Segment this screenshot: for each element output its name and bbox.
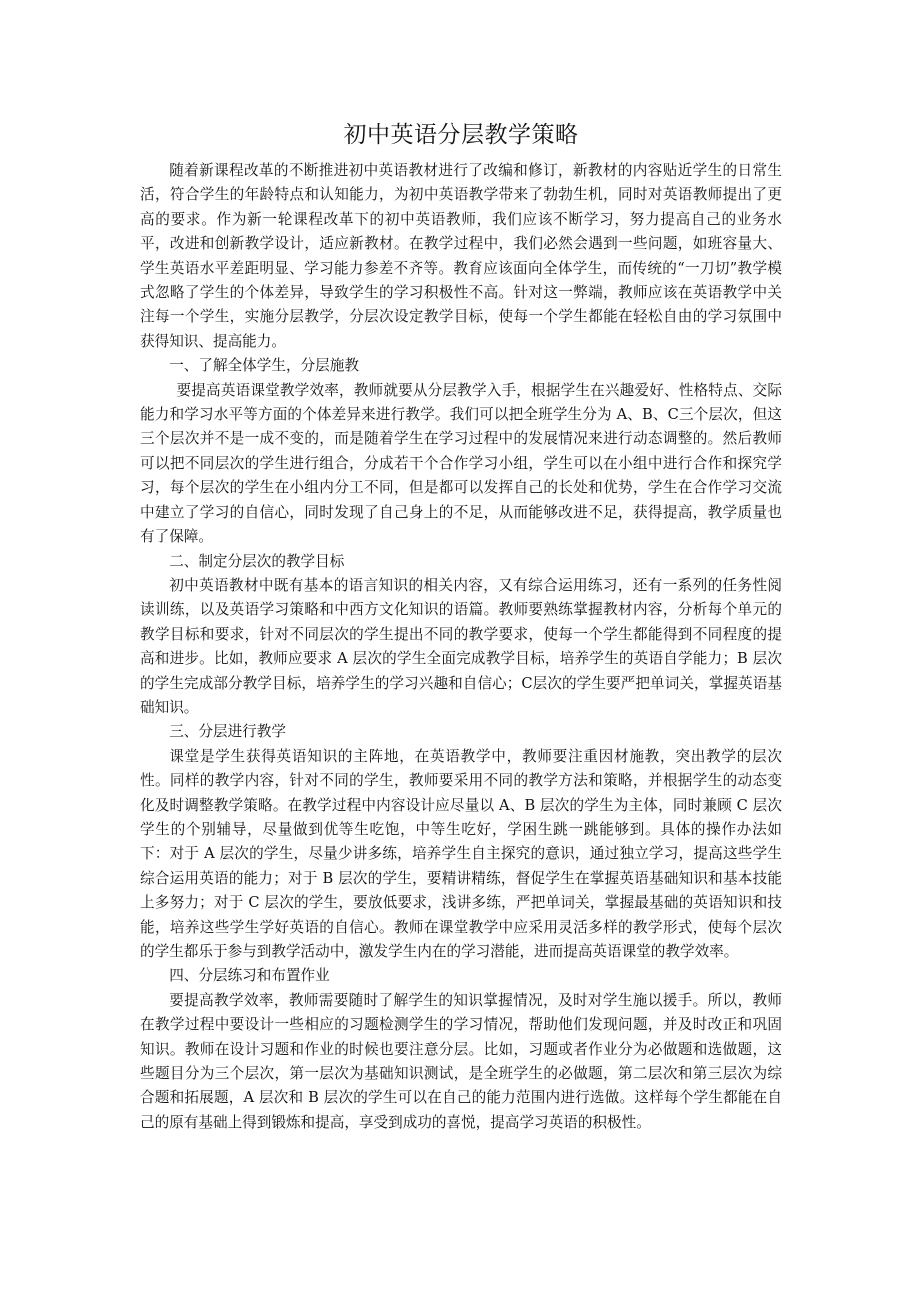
section-body-1: 要提高英语课堂教学效率，教师就要从分层教学入手，根据学生在兴趣爱好、性格特点、交际能力和学习水平等方面的个体差异来进行教学。我们可以把全班学生分为 A、B、C三个层次，但这三个层次并不是一成不变的，而是随着学生在学习过程中的发展情况来进行动态调整的。然后教师可以把不同层次的学生进行组合，分成若干个合作学习小组，学生可以在小组中进行合作和探究学习，每个层次的学生在小组内分工不同，但是都可以发挥自己的长处和优势，学生在合作学习交流中建立了学习的自信心，同时发现了自己身上的不足，从而能够改进不足，获得提高，教学质量也有了保障。 (140, 381, 782, 546)
section-heading-2: 二、制定分层次的教学目标 (169, 552, 345, 570)
section-body-2: 初中英语教材中既有基本的语言知识的相关内容，又有综合运用练习，还有一系列的任务性阅读训练，以及英语学习策略和中西方文化知识的语篇。教师要熟练掌握教材内容，分析每个单元的教学目标和要求，针对不同层次的学生提出不同的教学要求，使每一个学生都能得到不同程度的提高和进步。比如，教师应要求 A 层次的学生全面完成教学目标，培养学生的英语自学能力；B 层次的学生完成部分教学目标，培养学生的学习兴趣和自信心；C层次的学生要严把单词关，掌握英语基础知识。 (140, 576, 782, 716)
section-heading-4: 四、分层练习和布置作业 (169, 967, 330, 985)
intro-paragraph: 随着新课程改革的不断推进初中英语教材进行了改编和修订，新教材的内容贴近学生的日常生活，符合学生的年龄特点和认知能力，为初中英语教学带来了勃勃生机，同时对英语教师提出了更高的要求。作为新一轮课程改革下的初中英语教师，我们应该不断学习，努力提高自己的业务水平，改进和创新教学设计，适应新教材。在教学过程中，我们必然会遇到一些问题，如班容量大、学生英语水平差距明显、学习能力参差不齐等。教育应该面向全体学生，而传统的“一刀切”教学模式忽略了学生的个体差异，导致学生的学习积极性不高。针对这一弊端，教师应该在英语教学中关注每一个学生，实施分层教学，分层次设定教学目标，使每一个学生都能在轻松自由的学习氛围中获得知识、提高能力。 (140, 162, 782, 350)
section-heading-3: 三、分层进行教学 (169, 723, 286, 741)
document-page (140, 118, 782, 1135)
section-body-4: 要提高教学效率，教师需要随时了解学生的知识掌握情况，及时对学生施以援手。所以，教师在教学过程中要设计一些相应的习题检测学生的学习情况，帮助他们发现问题，并及时改正和巩固知识。教师在设计习题和作业的时候也要注意分层。比如，习题或者作业分为必做题和选做题，这些题目分为三个层次，第一层次为基础知识测试，是全班学生的必做题，第二层次和第三层次为综合题和拓展题，A 层次和 B 层次的学生可以在自己的能力范围内进行选做。这样每个学生都能在自己的原有基础上得到锻炼和提高，享受到成功的喜悦，提高学习英语的积极性。 (140, 991, 782, 1131)
section-heading-1: 一、了解全体学生，分层施教 (169, 357, 359, 375)
section-body-3: 课堂是学生获得英语知识的主阵地，在英语教学中，教师要注重因材施教，突出教学的层次性。同样的教学内容，针对不同的学生，教师要采用不同的教学方法和策略，并根据学生的动态变化及时调整教学策略。在教学过程中内容设计应尽量以 A、B 层次的学生为主体，同时兼顾 C 层次学生的个别辅导，尽量做到优等生吃饱，中等生吃好，学困生跳一跳能够到。具体的操作办法如下：对于 A 层次的学生，尽量少讲多练，培养学生自主探究的意识，通过独立学习，提高这些学生综合运用英语的能力；对于 B 层次的学生，要精讲精练，督促学生在掌握英语基础知识和基本技能上多努力；对于 C 层次的学生，要放低要求，浅讲多练，严把单词关，掌握最基础的英语知识和技能，培养这些学生学好英语的自信心。教师在课堂教学中应采用灵活多样的教学形式，使每个层次的学生都乐于参与到教学活动中，激发学生内在的学习潜能，进而提高英语课堂的教学效率。 (140, 747, 782, 960)
document-title: 初中英语分层教学策略 (343, 122, 579, 148)
